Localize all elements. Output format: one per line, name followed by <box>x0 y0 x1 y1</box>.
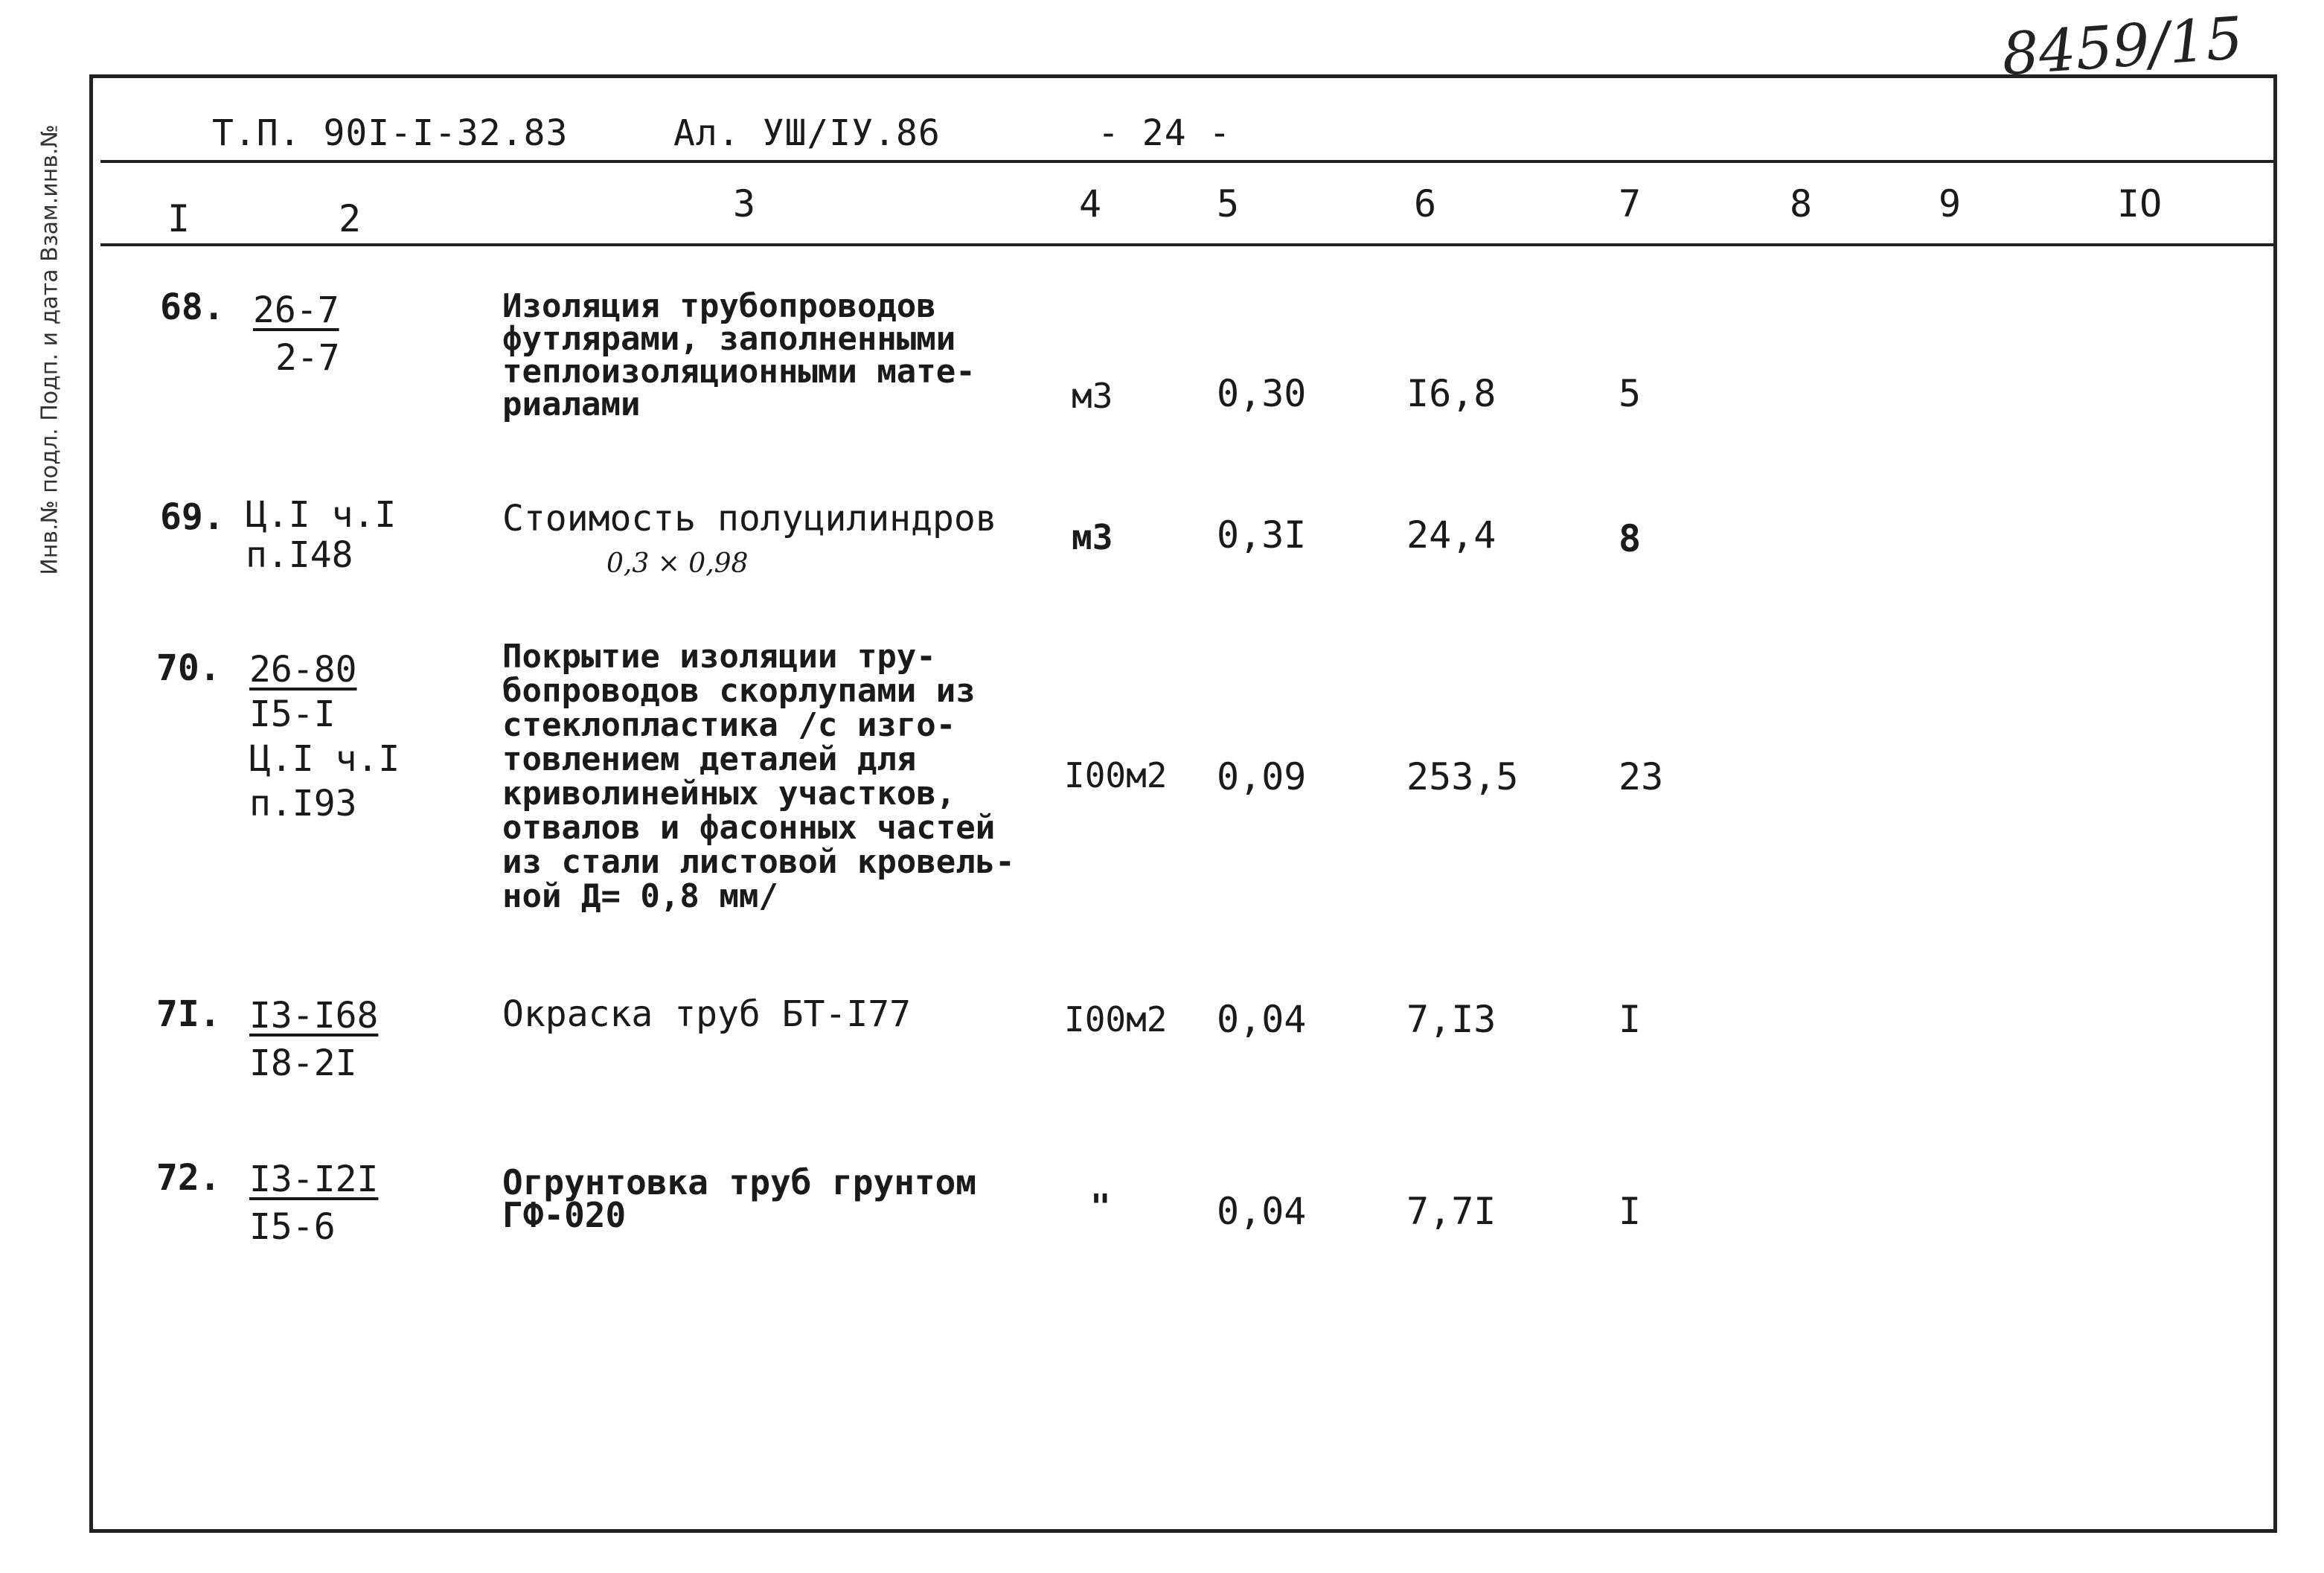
row-unit-price: 7,I3 <box>1406 998 1496 1041</box>
row-reference <box>246 495 396 575</box>
side-stamp-text: Инв.№ подл. Подп. и дата Взам.инв.№ <box>36 124 63 575</box>
description-line: товлением деталей для <box>502 740 917 778</box>
column-header-3: 3 <box>733 182 756 225</box>
table-frame <box>89 74 2277 1533</box>
album-code: Ал. УШ/IУ.86 <box>673 112 941 154</box>
description-line: футлярами, заполненными <box>502 320 956 358</box>
column-header-1: I <box>167 197 191 240</box>
description-line: стеклопластика /с изго- <box>502 706 956 744</box>
description-line: ной Д= 0,8 мм/ <box>502 877 778 915</box>
column-header-8: 8 <box>1790 182 1813 225</box>
column-header-9: 9 <box>1939 182 1962 225</box>
row-number: 68. <box>160 286 225 328</box>
description-line: Огрунтовка труб грунтом <box>502 1162 976 1202</box>
description-line: Изоляция трубопроводов <box>502 287 936 325</box>
row-quantity: 0,30 <box>1217 372 1307 415</box>
reference-line: I3-I2I <box>249 1159 379 1200</box>
header-divider <box>100 160 2273 163</box>
row-description <box>502 1162 976 1235</box>
column-header-6: 6 <box>1414 182 1437 225</box>
column-header-5: 5 <box>1217 182 1240 225</box>
row-reference <box>249 992 378 1087</box>
row-quantity: 0,09 <box>1217 755 1307 798</box>
description-line: криволинейных участков, <box>502 775 956 813</box>
description-line: ГФ-020 <box>502 1195 627 1235</box>
reference-line: I8-2I <box>249 1042 357 1084</box>
side-stamp <box>16 60 83 640</box>
row-unit: I00м2 <box>1064 999 1168 1039</box>
row-reference <box>253 286 340 382</box>
row-unit: I00м2 <box>1064 755 1168 795</box>
row-quantity: 0,3I <box>1217 513 1307 557</box>
reference-line: п.I93 <box>249 783 357 824</box>
column-header-7: 7 <box>1619 182 1642 225</box>
handwritten-doc-number: 8459/15 <box>2000 4 2245 89</box>
row-total: 5 <box>1619 372 1642 415</box>
reference-line: I3-I68 <box>249 995 379 1037</box>
row-description <box>502 993 912 1035</box>
row-total: 23 <box>1619 755 1664 798</box>
reference-line: 26-80 <box>249 649 357 691</box>
row-number: 72. <box>156 1157 221 1199</box>
row-unit: м3 <box>1072 376 1113 416</box>
description-line: Покрытие изоляции тру- <box>502 638 936 676</box>
row-number: 7I. <box>156 993 221 1035</box>
reference-line: I5-6 <box>249 1206 336 1248</box>
column-header-2: 2 <box>339 197 362 240</box>
description-line: из стали листовой кровель- <box>502 843 1015 881</box>
columns-divider <box>100 243 2273 246</box>
project-code: Т.П. 90I-I-32.83 <box>212 112 569 154</box>
row-reference <box>249 647 400 826</box>
row-total: I <box>1619 1190 1642 1233</box>
description-line: отвалов и фасонных частей <box>502 809 996 847</box>
row-total: I <box>1619 998 1642 1041</box>
column-header-4: 4 <box>1079 182 1102 225</box>
reference-line: Ц.I ч.I <box>249 738 400 780</box>
row-number: 70. <box>156 647 221 689</box>
reference-line: Ц.I ч.I <box>246 494 397 536</box>
row-unit: м3 <box>1072 517 1113 557</box>
row-quantity: 0,04 <box>1217 1190 1307 1233</box>
row-total: 8 <box>1619 517 1642 560</box>
row-calculation-note: 0,3 × 0,98 <box>606 548 749 579</box>
row-description <box>502 498 997 539</box>
row-number: 69. <box>160 496 225 538</box>
description-line: Стоимость полуцилиндров <box>502 498 997 539</box>
reference-line: 2-7 <box>275 337 340 379</box>
description-line: теплоизоляционными мате- <box>502 353 976 391</box>
reference-line: I5-I <box>249 693 336 735</box>
reference-line: п.I48 <box>246 534 353 576</box>
page-number: - 24 - <box>1098 112 1232 154</box>
row-quantity: 0,04 <box>1217 998 1307 1041</box>
row-description <box>502 640 1015 914</box>
row-unit-price: 253,5 <box>1406 755 1519 798</box>
description-line: бопроводов скорлупами из <box>502 672 976 710</box>
row-unit: " <box>1090 1187 1111 1227</box>
description-line: Окраска труб БТ-I77 <box>502 993 912 1035</box>
column-header-10: IO <box>2117 182 2163 225</box>
row-unit-price: 7,7I <box>1406 1190 1496 1233</box>
row-unit-price: 24,4 <box>1406 513 1496 557</box>
row-reference <box>249 1156 378 1251</box>
description-line: риалами <box>502 385 641 423</box>
row-unit-price: I6,8 <box>1406 372 1496 415</box>
reference-line: 26-7 <box>253 289 339 331</box>
row-description <box>502 287 976 423</box>
